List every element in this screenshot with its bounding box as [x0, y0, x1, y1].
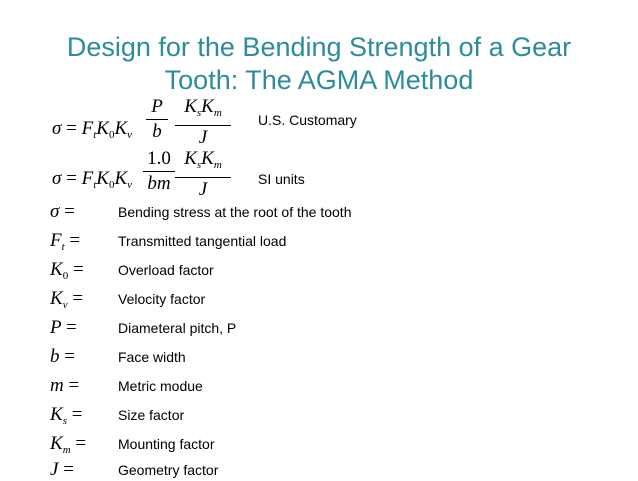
definition-p: Diameteral pitch, P	[118, 320, 237, 336]
equation-label-si-units: SI units	[258, 171, 305, 187]
symbol-kv: $K_v$ =	[50, 288, 84, 311]
slide-title-line1: Design for the Bending Strength of a Gear	[66, 32, 572, 62]
equation-us-customary: $\sigma = F_tK_0K_v$	[52, 118, 133, 141]
fraction-numerator-1: 1.0	[147, 148, 171, 169]
equation-label-us-customary: U.S. Customary	[258, 112, 357, 128]
equation-si-units: $\sigma = F_tK_0K_v$	[52, 168, 133, 191]
symbol-sigma: σ =	[50, 201, 75, 222]
fraction-ks-km-over-j-si: $K_sK_m$ J	[175, 148, 231, 201]
definition-ks: Size factor	[118, 407, 185, 423]
fraction-ks-km-over-j: $K_sK_m$ J	[175, 96, 231, 149]
slide-title-line2: Tooth: The AGMA Method	[164, 65, 474, 95]
definition-kv: Velocity factor	[118, 291, 206, 307]
definition-m: Metric modue	[118, 378, 203, 394]
symbol-m: m =	[50, 375, 80, 396]
fraction-p-over-b: P b	[146, 96, 168, 143]
definition-j: Geometry factor	[118, 462, 219, 478]
definition-sigma: Bending stress at the root of the tooth	[118, 204, 352, 220]
definition-k0: Overload factor	[118, 262, 214, 278]
definition-b: Face width	[118, 349, 186, 365]
symbol-p: P =	[50, 317, 77, 338]
fraction-1-over-bm: 1.0 bm	[143, 148, 175, 195]
symbol-km: $K_m$ =	[50, 433, 87, 456]
symbol-j: J =	[50, 459, 74, 480]
symbol-ft: $F_t$ =	[50, 230, 81, 253]
definition-km: Mounting factor	[118, 436, 215, 452]
symbol-b: b =	[50, 346, 75, 367]
definition-ft: Transmitted tangential load	[118, 233, 287, 249]
symbol-k0: $K_0$ =	[50, 259, 84, 282]
symbol-ks: $K_s$ =	[50, 404, 83, 427]
